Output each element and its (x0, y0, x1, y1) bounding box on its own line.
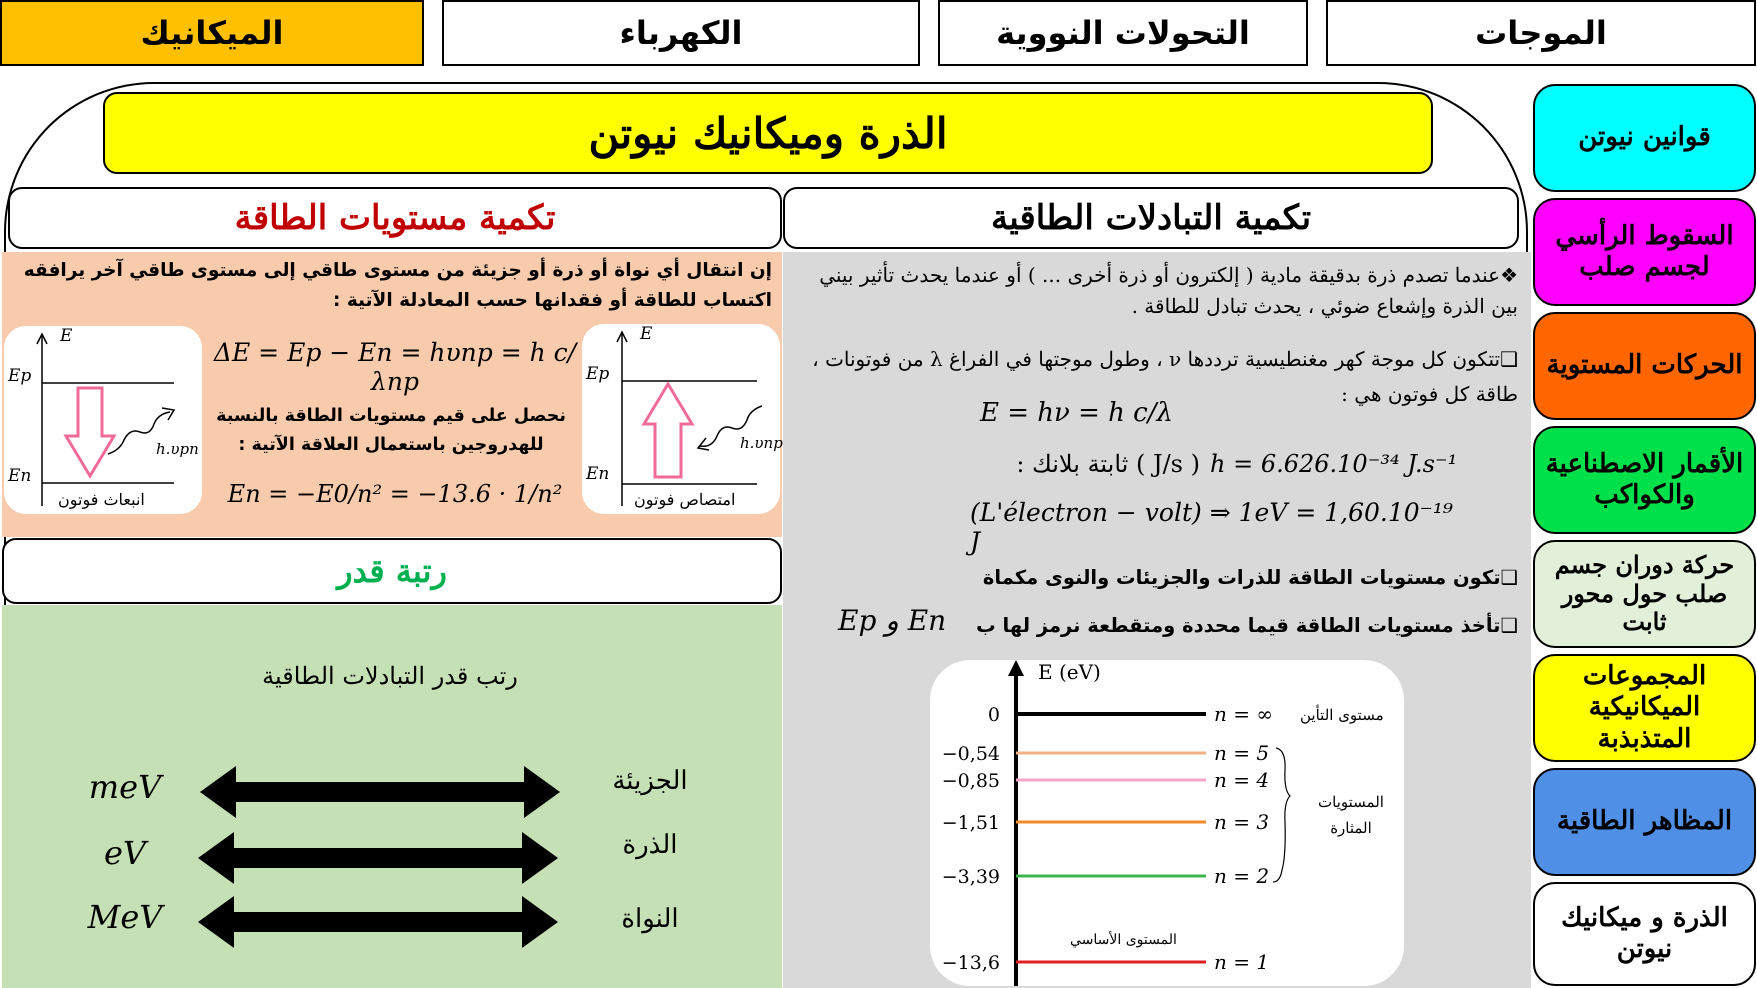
absorption-upper-label: Ep (586, 364, 610, 384)
sidebar-item-satellites[interactable]: الأقمار الاصطناعية والكواكب (1533, 426, 1756, 534)
electron-volt-line: (L'électron − volt) ⇒ 1eV = 1,60.10⁻¹⁹ J (970, 498, 1453, 556)
emission-diagram (4, 326, 202, 514)
absorption-photon-label: h.υnp (740, 434, 783, 452)
emission-axis-label: E (60, 326, 73, 346)
photon-energy-formula: E = hν = h c/λ (980, 398, 1173, 428)
label-molecule: الجزيئة (612, 766, 688, 796)
arrow-nucleus (198, 894, 558, 950)
emission-caption: انبعاث فوتون (58, 490, 145, 509)
absorption-axis-label: E (640, 324, 653, 344)
emission-lower-label: En (8, 466, 32, 486)
energy-levels-chart (930, 660, 1404, 986)
tab-waves[interactable]: الموجات (1326, 0, 1756, 66)
energy-level-n: n = 1 (1214, 950, 1270, 974)
energy-level-n: n = ∞ (1214, 702, 1274, 726)
level-symbols: Ep و En (838, 604, 947, 637)
sidebar-item-atom-newton[interactable]: الذرة و ميكانيك نيوتن (1533, 882, 1756, 986)
hydrogen-text: نحصل على قيم مستويات الطاقة بالنسبة للهدروجين باستعمال العلاقة الآتية : (216, 406, 566, 455)
sidebar-item-plane-motion[interactable]: الحركات المستوية (1533, 312, 1756, 420)
planck-value: h = 6.626.10⁻³⁴ J.s⁻¹ (1210, 450, 1458, 478)
order-subtitle: رتب قدر التبادلات الطاقية (262, 662, 518, 690)
absorption-caption: امتصاص فوتون (634, 490, 736, 509)
tab-electricity[interactable]: الكهرباء (442, 0, 920, 66)
energy-level-value: −0,54 (941, 743, 1000, 765)
unit-mev-large: MeV (87, 898, 163, 936)
ground-label: المستوى الأساسي (1070, 932, 1177, 948)
sidebar-item-newton-laws[interactable]: قوانين نيوتن (1533, 84, 1756, 192)
excited-label: المستويات المثارة (1318, 793, 1384, 837)
absorption-lower-label: En (586, 464, 610, 484)
right-section-heading: تكمية التبادلات الطاقية (783, 187, 1519, 249)
energy-level-n: n = 4 (1214, 768, 1270, 792)
energy-transition-formula: ΔE = Ep − En = hυnp = h c/λnp (213, 338, 577, 396)
order-heading: رتبة قدر (2, 538, 782, 604)
exchange-paragraph-4: ❑تأخذ مستويات الطاقة قيما محددة ومتقطعة نرمز لها ب (976, 614, 1518, 637)
sidebar-item-energy[interactable]: المظاهر الطاقية (1533, 768, 1756, 876)
absorption-diagram (582, 324, 783, 514)
tab-nuclear[interactable]: التحولات النووية (938, 0, 1308, 66)
emission-photon-label: h.υpn (156, 440, 199, 458)
energy-axis-arrow (1008, 660, 1024, 676)
energy-level-value: −13,6 (941, 952, 1000, 974)
excited-brace (1273, 748, 1290, 882)
label-atom: الذرة (622, 830, 678, 860)
hydrogen-formula: En = −E0/n² = −13.6 · 1/n² (227, 480, 563, 508)
label-nucleus: النواة (621, 904, 679, 934)
quantization-intro: إن انتقال أي نواة أو ذرة أو جزيئة من مستوى طاقي إلى مستوى طاقي آخر يرافقه اكتساب للطاقة أو فقدانها حسب المعادلة الآتية : (23, 260, 772, 311)
emission-upper-label: Ep (8, 366, 32, 386)
unit-mev-small: meV (88, 768, 162, 806)
energy-level-value: −1,51 (941, 812, 1000, 834)
arrow-atom (198, 830, 558, 886)
tab-mechanics[interactable]: الميكانيك (0, 0, 424, 66)
unit-ev: eV (103, 834, 147, 872)
sidebar-item-oscillators[interactable]: المجموعات الميكانيكية المتذبذبة (1533, 654, 1756, 762)
energy-level-value: 0 (987, 704, 1000, 726)
left-section-heading: تكمية مستويات الطاقة (8, 187, 782, 249)
energy-level-value: −3,39 (941, 866, 1000, 888)
exchange-paragraph-1: ❖عندما تصدم ذرة بدقيقة مادية ( إلكترون أو ذرة أخرى ... ) أو عندما يحدث تأثير بيني بين الذرة وإشعاع ضوئي ، يحدث تبادل للطاقة . (819, 263, 1518, 318)
energy-level-value: −0,85 (941, 770, 1000, 792)
arrow-molecule (200, 764, 560, 820)
energy-level-n: n = 5 (1214, 741, 1270, 765)
energy-axis-label: E (eV) (1038, 660, 1101, 684)
planck-label: ( J/s ) ثابتة بلانك : (1016, 450, 1200, 478)
exchange-paragraph-2: ❑تتكون كل موجة كهر مغنطيسية ترددها ν ، وطول موجتها في الفراغ λ من فوتونات ، طاقة كل فوتون هي : (812, 347, 1518, 406)
sidebar-item-rotation[interactable]: حركة دوران جسم صلب حول محور ثابت (1533, 540, 1756, 648)
energy-level-n: n = 2 (1214, 864, 1270, 888)
page-title: الذرة وميكانيك نيوتن (103, 92, 1433, 174)
sidebar-item-vertical-fall[interactable]: السقوط الرأسي لجسم صلب (1533, 198, 1756, 306)
energy-level-n: n = 3 (1214, 810, 1270, 834)
exchange-paragraph-3: ❑تكون مستويات الطاقة للذرات والجزيئات والنوى مكماة (982, 566, 1518, 589)
ionization-label: مستوى التأين (1300, 706, 1384, 724)
